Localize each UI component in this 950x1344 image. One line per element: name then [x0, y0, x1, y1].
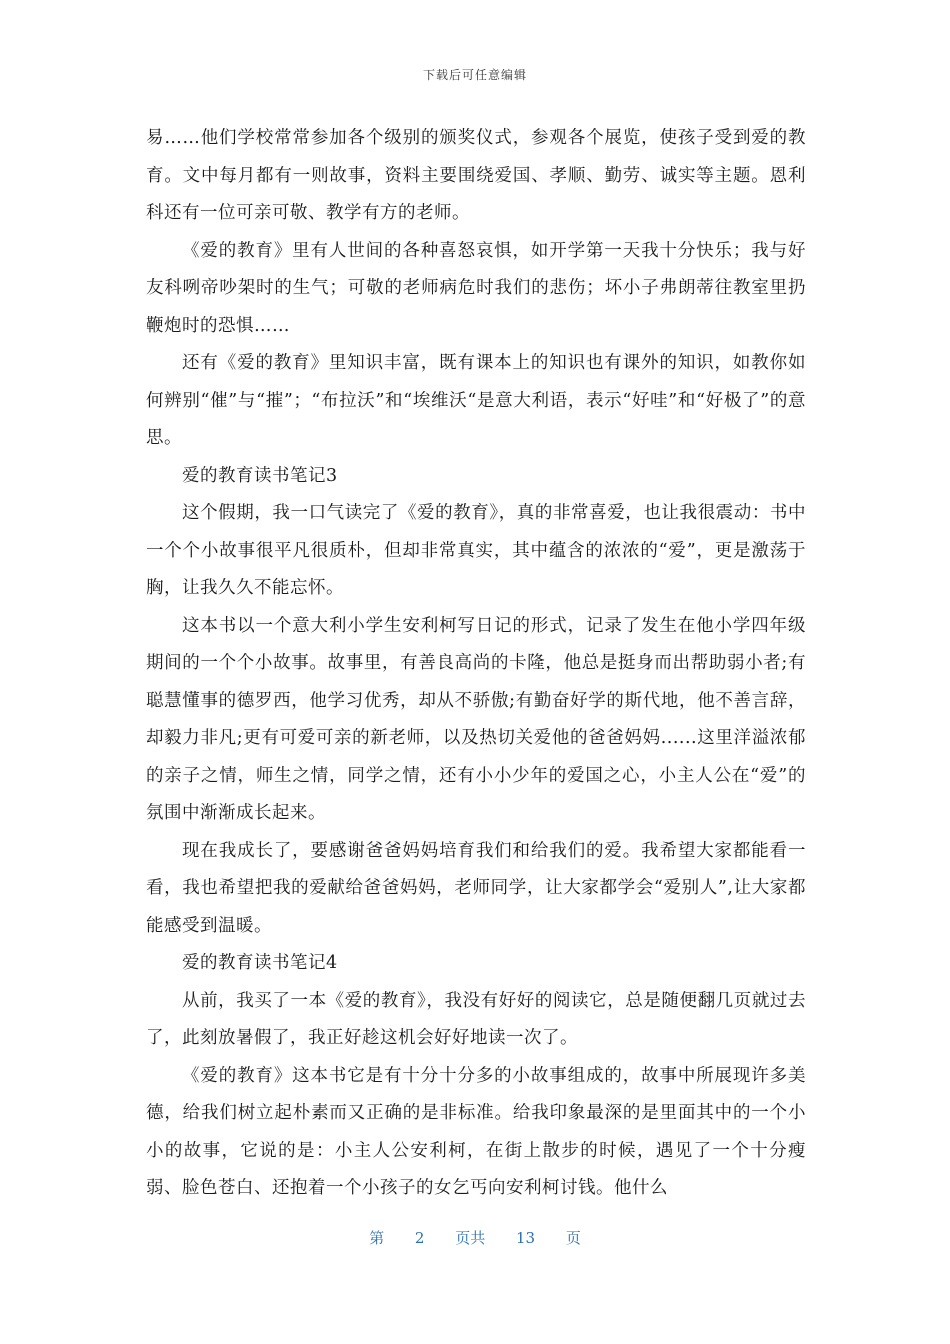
paragraph: 现在我成长了，要感谢爸爸妈妈培育我们和给我们的爱。我希望大家都能看一看，我也希望把我的爱献给爸爸妈妈，老师同学，让大家都学会“爱别人”,让大家都能感受到温暖。 [146, 840, 806, 936]
paragraph: 还有《爱的教育》里知识丰富，既有课本上的知识也有课外的知识，如教你如何辨别“催”与“摧”；“布拉沃”和“埃维沃“是意大利语，表示“好哇”和“好极了”的意思。 [146, 353, 806, 448]
footer-suffix: 页 [565, 1229, 581, 1247]
document-body [146, 120, 806, 1208]
page-header: 下载后可任意编辑 [422, 68, 527, 82]
footer-prefix: 第 [369, 1229, 385, 1247]
footer-middle: 页共 [455, 1229, 486, 1247]
paragraph: 《爱的教育》里有人世间的各种喜怒哀惧，如开学第一天我十分快乐；我与好友科咧帝吵架时的生气；可敬的老师病危时我们的悲伤；坏小子弗朗蒂往教室里扔鞭炮时的恐惧…… [146, 240, 806, 336]
paragraph: 易……他们学校常常参加各个级别的颁奖仪式，参观各个展览，使孩子受到爱的教育。文中每月都有一则故事，资料主要围绕爱国、孝顺、勤劳、诚实等主题。恩利科还有一位可亲可敬、教学有方的老师。 [146, 128, 806, 223]
paragraph: 从前，我买了一本《爱的教育》，我没有好好的阅读它，总是随便翻几页就过去了，此刻放暑假了，我正好趁这机会好好地读一次了。 [146, 990, 806, 1048]
page-footer [0, 1227, 950, 1248]
paragraph: 这个假期，我一口气读完了《爱的教育》，真的非常喜爱，也让我很震动：书中一个个小故事很平凡很质朴，但却非常真实，其中蕴含的浓浓的“爱”，更是激荡于胸，让我久久不能忘怀。 [146, 503, 806, 598]
section-heading: 爱的教育读书笔记3 [182, 465, 338, 486]
paragraph: 《爱的教育》这本书它是有十分十分多的小故事组成的，故事中所展现许多美德，给我们树立起朴素而又正确的是非标准。给我印象最深的是里面其中的一个小小的故事，它说的是：小主人公安利柯，在街上散步的时候，遇见了一个十分瘦弱、脸色苍白、还抱着一个小孩子的女乞丐向安利柯讨钱。他什么 [146, 1065, 806, 1198]
total-pages-number: 13 [516, 1229, 536, 1247]
paragraph: 这本书以一个意大利小学生安利柯写日记的形式，记录了发生在他小学四年级期间的一个个小故事。故事里，有善良高尚的卡隆，他总是挺身而出帮助弱小者;有聪慧懂事的德罗西，他学习优秀，却从不骄傲;有勤奋好学的斯代地，他不善言辞，却毅力非凡;更有可爱可亲的新老师，以及热切关爱他的爸爸妈妈......这里洋溢浓郁的亲子之情，师生之情，同学之情，还有小小少年的爱国之心，小主人公在“爱”的氛围中渐渐成长起来。 [146, 615, 806, 823]
current-page-number: 2 [414, 1229, 425, 1247]
section-heading: 爱的教育读书笔记4 [182, 953, 338, 973]
